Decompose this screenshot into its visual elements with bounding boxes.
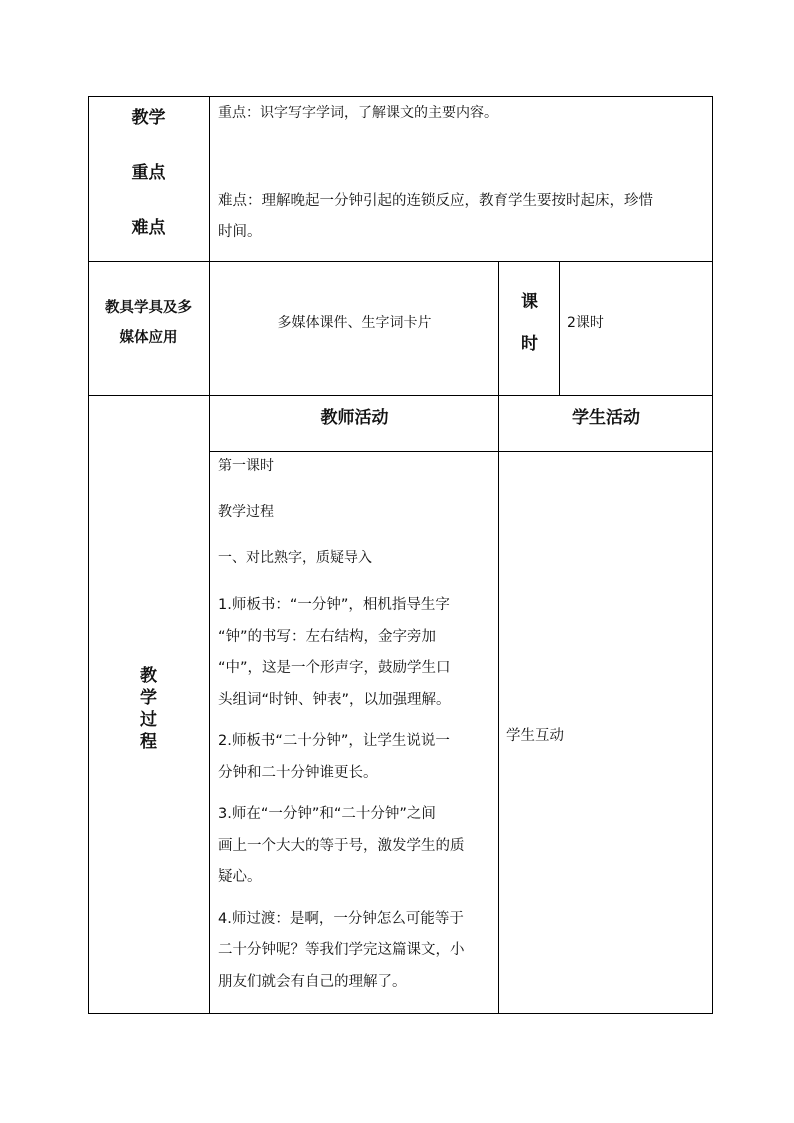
student-activity-header: 学生活动 (572, 408, 640, 428)
focus-label-1: 教学 (131, 108, 166, 128)
section-title: 一、对比熟字，质疑导入 (218, 550, 372, 566)
table-border-top (88, 96, 713, 97)
focus-label-3: 难点 (131, 218, 166, 238)
label-column-divider (209, 96, 210, 1014)
key-point-text: 重点：识字写字学词，了解课文的主要内容。 (218, 105, 498, 121)
student-activity-text: 学生互动 (506, 728, 564, 744)
step-3-line-1: 3.师在“一分钟”和“二十分钟”之间 (218, 806, 436, 822)
table-border-bottom (88, 1013, 713, 1014)
step-3 (218, 799, 498, 894)
step-3-line-3: 疑心。 (218, 869, 262, 885)
difficulty-text-line1: 难点：理解晚起一分钟引起的连锁反应，教育学生要按时起床，珍惜 (218, 193, 653, 209)
header-row-divider (209, 451, 713, 452)
teacher-steps (218, 590, 498, 998)
step-1 (218, 590, 498, 716)
lesson-title: 第一课时 (218, 458, 274, 474)
step-2 (218, 726, 498, 789)
focus-label-2: 重点 (131, 163, 166, 183)
step-4 (218, 904, 498, 999)
table-border-right (712, 96, 713, 1014)
step-4-line-2: 二十分钟呢？等我们学完这篇课文，小 (218, 942, 465, 958)
step-2-line-1: 2.师板书“二十分钟”，让学生说说一 (218, 733, 450, 749)
hours-value: 2课时 (567, 315, 604, 331)
row-divider-1 (88, 261, 713, 262)
row-divider-2 (88, 395, 713, 396)
process-title: 教学过程 (218, 504, 274, 520)
hours-label-2: 时 (521, 334, 538, 354)
step-4-line-3: 朋友们就会有自己的理解了。 (218, 973, 407, 990)
teacher-student-divider (498, 395, 499, 1013)
step-1-line-3: “中”，这是一个形声字，鼓励学生口 (218, 660, 451, 676)
step-1-line-4: 头组词“时钟、钟表”，以加强理解。 (218, 691, 451, 708)
process-label-char-3: 过 (140, 710, 157, 730)
difficulty-text-line2: 时间。 (218, 224, 262, 240)
process-label (88, 665, 209, 753)
process-label-char-2: 学 (140, 688, 157, 708)
hours-value-divider (559, 261, 560, 395)
process-label-char-4: 程 (140, 732, 157, 752)
step-2-line-2: 分钟和二十分钟谁更长。 (218, 764, 378, 781)
step-1-line-2: “钟”的书写：左右结构，金字旁加 (218, 628, 437, 645)
step-4-line-1: 4.师过渡：是啊，一分钟怎么可能等于 (218, 910, 464, 927)
teacher-activity-header: 教师活动 (320, 408, 389, 428)
step-1-line-1: 1.师板书：“一分钟”，相机指导生字 (218, 597, 450, 613)
tools-label-1: 教具学具及多 (105, 300, 192, 316)
tools-content: 多媒体课件、生字词卡片 (277, 315, 432, 331)
step-3-line-2: 画上一个大大的等于号，激发学生的质 (218, 837, 465, 854)
tools-label-2: 媒体应用 (119, 330, 178, 346)
process-label-char-1: 教 (140, 666, 157, 686)
hours-label-1: 课 (521, 292, 538, 312)
